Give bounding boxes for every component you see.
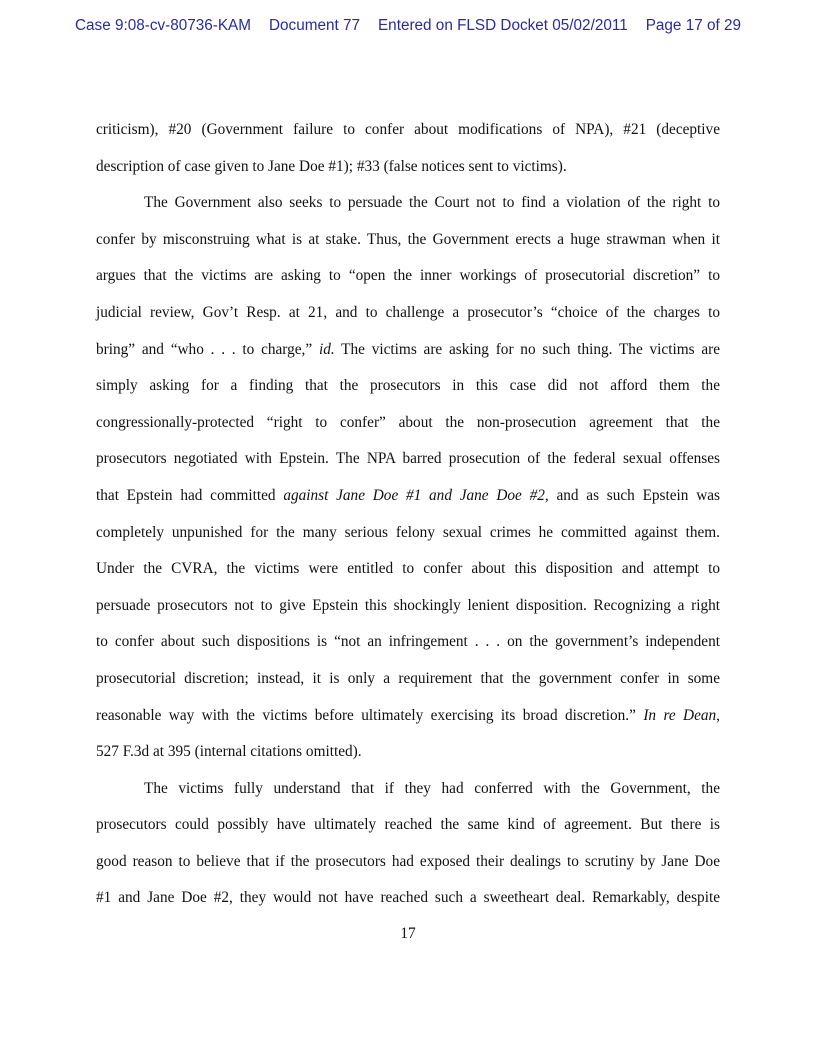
header-page-count: Page 17 of 29 — [645, 17, 741, 34]
text-segment: The victims are asking for no such thing. The victims are — [334, 340, 720, 358]
text-segment: bring” and “who . . . to charge,” — [96, 340, 319, 358]
text-line: #1 and Jane Doe #2, they would not have reached such a sweetheart deal. Remarkably, despite — [96, 889, 720, 907]
text-line: confer by misconstruing what is at stake. Thus, the Government erects a huge strawman when it — [96, 230, 720, 248]
text-line: The victims fully understand that if they had conferred with the Government, the — [144, 779, 720, 797]
header-case-number: Case 9:08-cv-80736-KAM — [75, 17, 251, 34]
paragraph-3 — [96, 771, 720, 917]
text-segment: that Epstein had committed — [96, 486, 284, 504]
text-segment: and as such Epstein was — [548, 486, 720, 504]
text-line: completely unpunished for the many serious felony sexual crimes he committed against them. — [96, 523, 720, 541]
paragraph-1 — [96, 112, 720, 185]
header-document-number: Document 77 — [269, 17, 360, 34]
text-line: simply asking for a finding that the prosecutors in this case did not afford them the — [96, 377, 720, 395]
text-line — [96, 478, 720, 515]
text-line: argues that the victims are asking to “open the inner workings of prosecutorial discretion” to — [96, 267, 720, 285]
text-segment: reasonable way with the victims before ultimately exercising its broad discretion.” — [96, 706, 644, 724]
text-line: prosecutors could possibly have ultimately reached the same kind of agreement. But there is — [96, 816, 720, 834]
text-line: judicial review, Gov’t Resp. at 21, and to challenge a prosecutor’s “choice of the charges to — [96, 303, 720, 321]
text-line: 527 F.3d at 395 (internal citations omitted). — [96, 743, 362, 761]
text-line: to confer about such dispositions is “not an infringement . . . on the government’s independent — [96, 633, 720, 651]
citation-id: id. — [318, 340, 335, 358]
text-segment: , — [716, 706, 720, 724]
text-line — [96, 698, 720, 735]
text-line: good reason to believe that if the prosecutors had exposed their dealings to scrutiny by Jane Doe — [96, 852, 720, 870]
header-entered-date: Entered on FLSD Docket 05/02/2011 — [377, 17, 628, 34]
paragraph-2 — [96, 185, 720, 771]
document-body — [96, 112, 720, 917]
text-line: Under the CVRA, the victims were entitled to confer about this disposition and attempt to — [96, 560, 720, 578]
italic-emphasis: against Jane Doe #1 and Jane Doe #2, — [283, 486, 549, 504]
text-line: congressionally-protected “right to confer” about the non-prosecution agreement that the — [96, 413, 720, 431]
docket-header — [0, 17, 816, 35]
case-citation: In re Dean — [643, 706, 717, 724]
text-line: persuade prosecutors not to give Epstein this shockingly lenient disposition. Recognizing a right — [96, 596, 720, 614]
text-line: criticism), #20 (Government failure to confer about modifications of NPA), #21 (deceptive — [96, 121, 720, 138]
page-number: 17 — [400, 925, 416, 942]
text-line: prosecutorial discretion; instead, it is only a requirement that the government confer in some — [96, 669, 720, 687]
text-line — [96, 332, 720, 369]
text-line: description of case given to Jane Doe #1); #33 (false notices sent to victims). — [96, 157, 567, 175]
text-line: The Government also seeks to persuade the Court not to find a violation of the right to — [144, 194, 720, 212]
text-line: prosecutors negotiated with Epstein. The NPA barred prosecution of the federal sexual offenses — [96, 450, 720, 468]
